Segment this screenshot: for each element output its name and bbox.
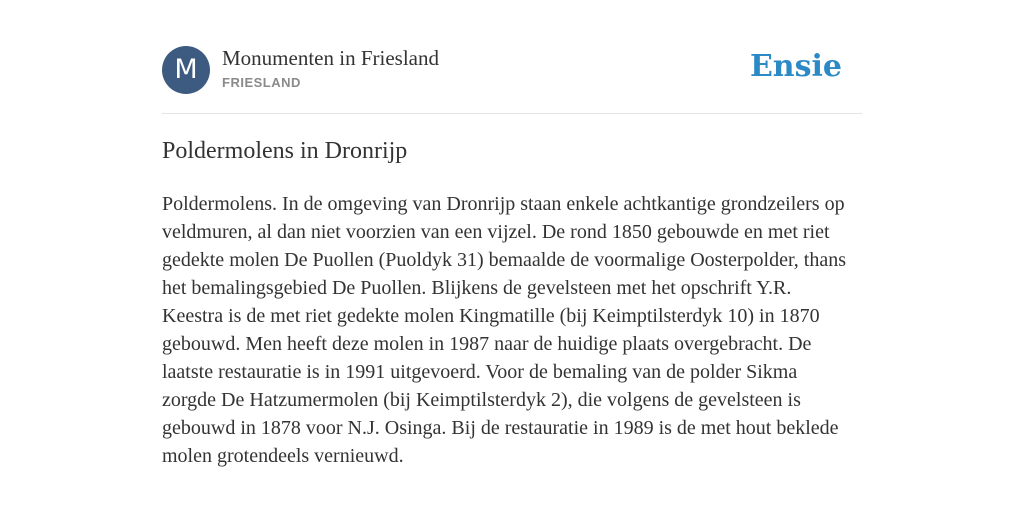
brand-logo[interactable]: Ensie [749,49,842,84]
source-header [162,46,862,96]
source-subtitle[interactable]: FRIESLAND [222,75,301,90]
source-title[interactable]: Monumenten in Friesland [222,46,439,70]
article-body: Poldermolens. In de omgeving van Dronrijp staan enkele achtkantige grondzeilers op veldmuren, al dan niet voorzien van een vijzel. De rond 1850 gebouwde en met riet gedekte molen De Puollen (Puoldyk 31) bemaalde de voormalige Oosterpolder, thans het bemalingsgebied De Puollen. Blijkens de gevelsteen met het opschrift Y.R. Keestra is de met riet gedekte molen Kingmatille (bij Keimptilsterdyk 10) in 1870 gebouwd. Men heeft deze molen in 1987 naar de huidige plaats overgebracht. De laatste restauratie is in 1991 uitgevoerd. Voor de bemaling van de polder Sikma zorgde De Hatzumermolen (bij Keimptilsterdyk 2), die volgens de gevelsteen is gebouwd in 1878 voor N.J. Osinga. Bij de restauratie in 1989 is de met hout beklede molen grotendeels vernieuwd. [162,193,847,467]
source-avatar[interactable]: M [162,46,210,94]
article-title: Poldermolens in Dronrijp [162,138,408,164]
header-divider [162,113,862,114]
